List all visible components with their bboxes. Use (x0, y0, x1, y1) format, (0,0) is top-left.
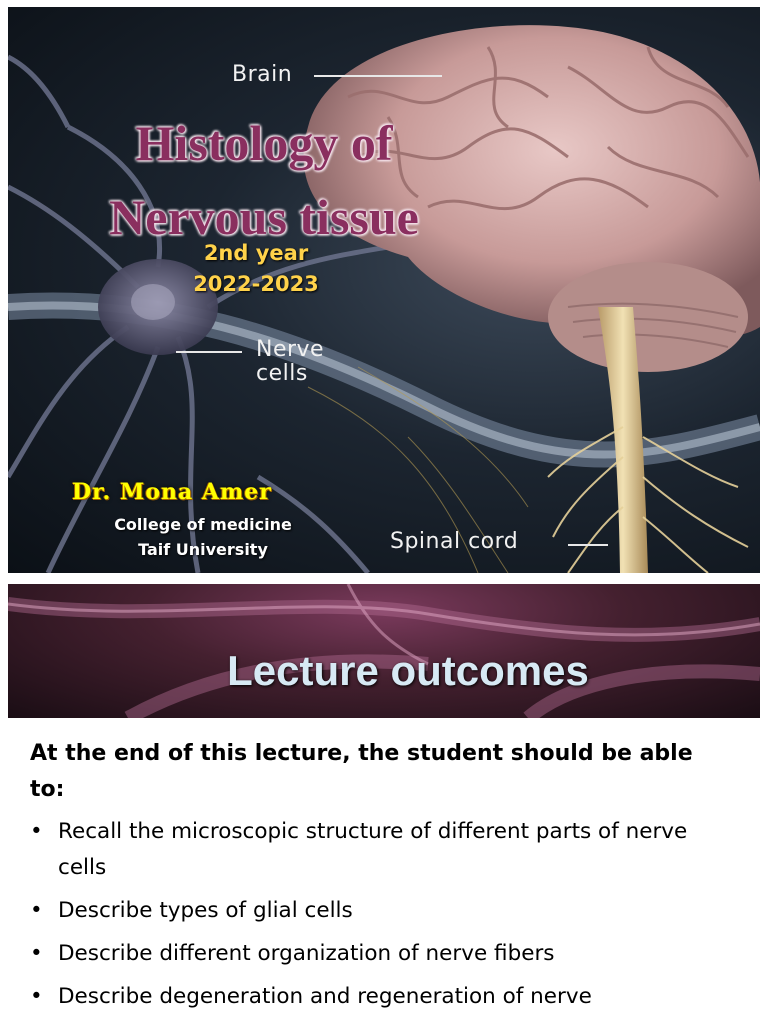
outcomes-intro: At the end of this lecture, the student should be able to: (30, 741, 693, 802)
nerve-cells-label-line2: cells (256, 361, 308, 386)
author-name: Dr. Mona Amer (72, 479, 272, 505)
college-name: College of medicine (114, 515, 292, 534)
university-name: Taif University (138, 540, 268, 559)
list-item (30, 893, 740, 929)
nerve-cells-label (256, 338, 324, 386)
study-year: 2nd year (203, 241, 309, 265)
outcome-text: Recall the microscopic structure of different parts of nerve cells (58, 819, 688, 880)
brain-leader-line (314, 75, 442, 77)
outcome-text: Describe degeneration and regeneration of nerve (58, 984, 592, 1009)
list-item (30, 936, 740, 972)
institution (108, 512, 298, 562)
outcome-text: Describe types of glial cells (58, 898, 353, 923)
bullet-icon: • (30, 819, 43, 844)
nerve-cells-leader-line (176, 351, 242, 353)
spinal-cord-label: Spinal cord (390, 529, 519, 554)
outcome-text: Describe different organization of nerve fibers (58, 941, 555, 966)
brain-label: Brain (232, 62, 293, 87)
presentation-title-line2: Nervous tissue (109, 189, 419, 245)
list-item (30, 979, 740, 1015)
bullet-icon: • (30, 984, 43, 1009)
list-item (30, 814, 740, 886)
academic-year: 2022-2023 (193, 272, 319, 296)
presentation-title-line1: Histology of (135, 115, 393, 171)
lecture-outcomes-banner (8, 584, 760, 718)
nerve-cells-label-line1: Nerve (256, 337, 325, 362)
bullet-icon: • (30, 941, 43, 966)
spinal-cord-leader-line (568, 544, 608, 546)
title-slide (8, 7, 760, 573)
bullet-icon: • (30, 898, 43, 923)
banner-title: Lecture outcomes (227, 647, 589, 694)
outcomes-list (30, 814, 740, 1022)
